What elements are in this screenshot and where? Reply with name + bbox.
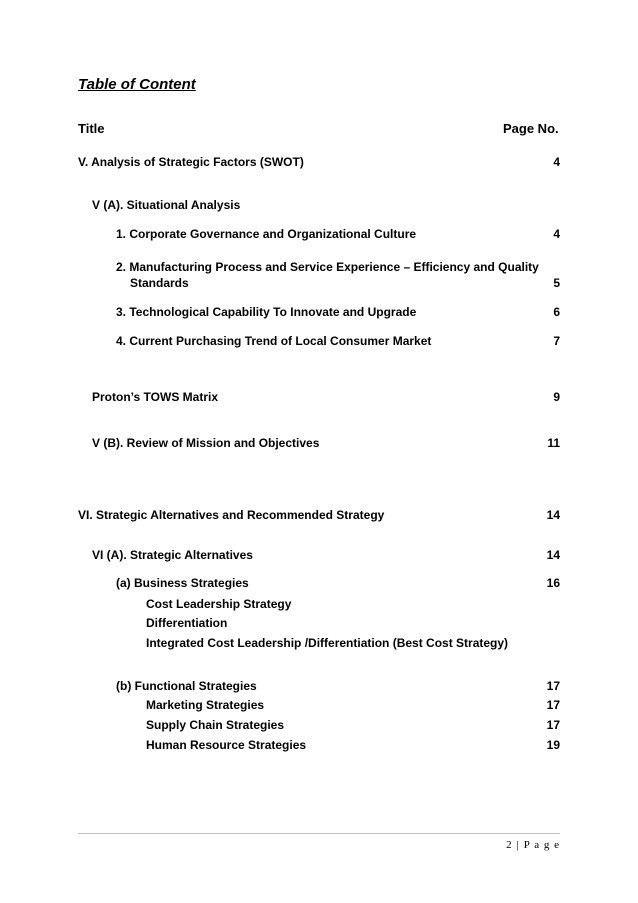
toc-entry-title: V (B). Review of Mission and Objectives xyxy=(92,436,320,450)
footer-page-label: P a g e xyxy=(523,839,560,851)
toc-entry-title: (a) Business Strategies xyxy=(116,576,249,590)
toc-entry-page: 17 xyxy=(546,679,560,693)
toc-entry-title: Human Resource Strategies xyxy=(146,738,307,752)
toc-entry-title: 2. Manufacturing Process and Service Experience – Efficiency and Quality xyxy=(116,260,539,274)
toc-entry-title: Proton’s TOWS Matrix xyxy=(92,390,219,404)
toc-entry-page: 7 xyxy=(553,334,560,348)
toc-entry-page: 11 xyxy=(547,436,560,450)
toc-entry-page: 6 xyxy=(553,305,560,319)
toc-entry-title: V. Analysis of Strategic Factors (SWOT) xyxy=(78,155,304,169)
toc-entry-page: 17 xyxy=(546,698,560,712)
toc-entry-title: V (A). Situational Analysis xyxy=(92,198,241,212)
toc-entry-page: 14 xyxy=(546,548,560,562)
footer-divider xyxy=(78,833,560,834)
toc-heading: Table of Content xyxy=(78,76,196,93)
toc-entry-title: 1. Corporate Governance and Organizational Culture xyxy=(116,227,417,241)
toc-entry-page: 17 xyxy=(546,718,560,732)
toc-entry-title: VI. Strategic Alternatives and Recommended Strategy xyxy=(78,508,385,522)
toc-entry-title: Cost Leadership Strategy xyxy=(146,597,292,611)
page-column-header: Page No. xyxy=(503,121,559,136)
toc-entry-page: 19 xyxy=(546,738,560,752)
toc-entry-title: Marketing Strategies xyxy=(146,698,265,712)
toc-entry-page: 14 xyxy=(546,508,560,522)
toc-entry-title: Supply Chain Strategies xyxy=(146,718,285,732)
toc-entry-title: (b) Functional Strategies xyxy=(116,679,257,693)
toc-entry-title: VI (A). Strategic Alternatives xyxy=(92,548,253,562)
toc-entry-page: 5 xyxy=(553,276,560,290)
footer-page-number: 2 xyxy=(506,839,513,851)
toc-entry-page: 4 xyxy=(553,155,560,169)
toc-entry-title: 4. Current Purchasing Trend of Local Consumer Market xyxy=(116,334,432,348)
toc-entry-title-continued: Standards xyxy=(130,276,189,290)
page-footer xyxy=(460,839,560,851)
toc-entry-title: 3. Technological Capability To Innovate and Upgrade xyxy=(116,305,417,319)
title-column-header: Title xyxy=(78,121,105,136)
toc-entry-title: Integrated Cost Leadership /Differentiation (Best Cost Strategy) xyxy=(146,636,509,650)
toc-entry-page: 9 xyxy=(553,390,560,404)
toc-entry-page: 4 xyxy=(553,227,560,241)
toc-entry-title: Differentiation xyxy=(146,616,228,630)
toc-entry-page: 16 xyxy=(546,576,560,590)
footer-separator: | xyxy=(516,839,520,851)
